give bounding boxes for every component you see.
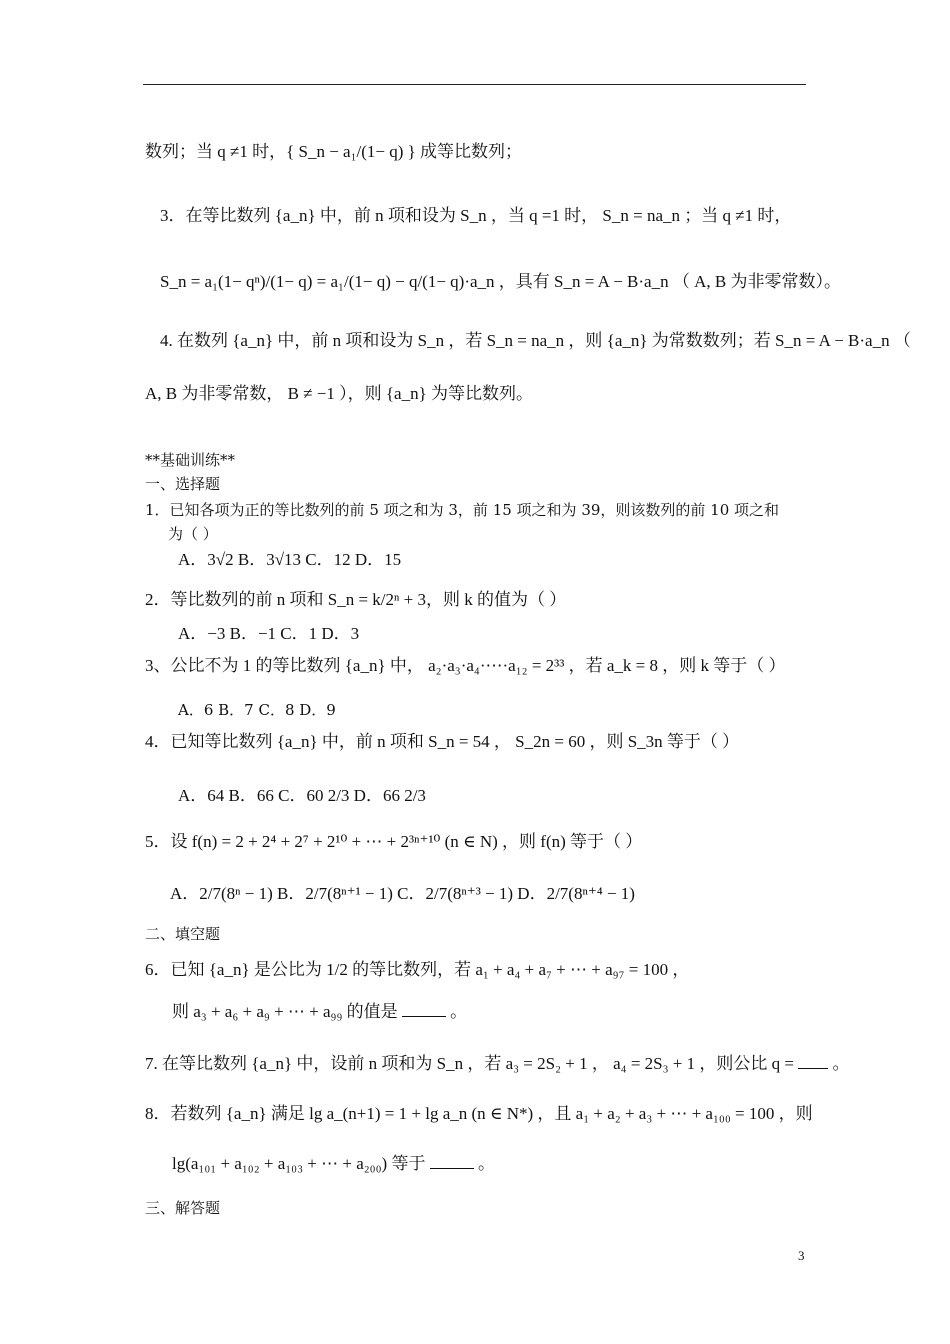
answer-blank-8[interactable] <box>430 1154 474 1169</box>
answer-blank-6[interactable] <box>402 1002 446 1017</box>
question-2-options: A．−3 B．−1 C．1 D．3 <box>178 624 360 643</box>
text-line-4: 4. 在数列 {a_n} 中，前 n 项和设为 S_n ，若 S_n = na_n ，则 {a_n} 为常数数列；若 S_n = A − B·a_n （ <box>160 331 911 350</box>
question-1: 1．已知各项为正的等比数列的前 5 项之和为 3，前 15 项之和为 39，则该数列的前 10 项之和 <box>145 501 780 519</box>
question-8-cont-text: lg(a₁₀₁ + a₁₀₂ + a₁₀₃ + ⋯ + a₂₀₀) 等于 <box>172 1154 426 1173</box>
question-7-text: 7. 在等比数列 {a_n} 中，设前 n 项和为 S_n ，若 a₃ = 2S₂ + 1 ， a₄ = 2S₃ + 1 ，则公比 q = <box>145 1054 794 1073</box>
question-6-cont-text: 则 a₃ + a₆ + a₉ + ⋯ + a₉₉ 的值是 <box>172 1002 398 1021</box>
question-4-options: A．64 B．66 C．60 2/3 D．66 2/3 <box>178 786 426 805</box>
question-8-cont <box>172 1154 495 1174</box>
question-1-options: A．3√2 B．3√13 C．12 D．15 <box>178 550 402 569</box>
question-8-period: 。 <box>477 1154 495 1173</box>
question-6-period: 。 <box>450 1002 468 1021</box>
question-1-cont: 为（ ） <box>168 525 218 543</box>
question-3: 3、公比不为 1 的等比数列 {a_n} 中， a₂·a₃·a₄·⋯·a₁₂ = 2³³ ，若 a_k = 8 ，则 k 等于（ ） <box>145 656 786 675</box>
section-heading-choice: 一、选择题 <box>145 475 221 493</box>
question-7 <box>145 1054 849 1074</box>
question-6-cont <box>172 1002 467 1022</box>
text-line-1: 数列；当 q ≠1 时，{ S_n − a₁/(1− q) } 成等比数列； <box>145 142 523 161</box>
question-3-options: A．6 B．7 C．8 D．9 <box>178 701 336 719</box>
text-line-2: 3．在等比数列 {a_n} 中，前 n 项和设为 S_n ，当 q =1 时， S_n = na_n ；当 q ≠1 时， <box>160 206 792 225</box>
answer-blank-7[interactable] <box>798 1054 828 1069</box>
text-line-5: A, B 为非零常数， B ≠ −1 ），则 {a_n} 为等比数列。 <box>145 384 533 403</box>
question-5: 5．设 f(n) = 2 + 2⁴ + 2⁷ + 2¹⁰ + ⋯ + 2³ⁿ⁺¹⁰ (n ∈ N) ，则 f(n) 等于（ ） <box>145 832 643 851</box>
question-6: 6．已知 {a_n} 是公比为 1/2 的等比数列，若 a₁ + a₄ + a₇ + ⋯ + a₉₇ = 100 ， <box>145 960 690 979</box>
section-heading-basic-training: **基础训练** <box>145 451 236 469</box>
header-rule <box>143 84 806 85</box>
question-5-options: A．2/7(8ⁿ − 1) B．2/7(8ⁿ⁺¹ − 1) C．2/7(8ⁿ⁺³ − 1) D．2/7(8ⁿ⁺⁴ − 1) <box>170 884 635 903</box>
section-heading-solve: 三、解答题 <box>145 1199 221 1217</box>
question-4: 4．已知等比数列 {a_n} 中，前 n 项和 S_n = 54 ， S_2n = 60 ，则 S_3n 等于（ ） <box>145 732 740 751</box>
question-2: 2．等比数列的前 n 项和 S_n = k/2ⁿ + 3，则 k 的值为（ ） <box>145 590 567 609</box>
question-7-period: 。 <box>832 1054 850 1073</box>
text-line-3: S_n = a₁(1− qⁿ)/(1− q) = a₁/(1− q) − q/(1− q)·a_n ，具有 S_n = A − B·a_n （ A, B 为非零常数）。 <box>160 272 841 291</box>
section-heading-fill: 二、填空题 <box>145 925 221 943</box>
page-number: 3 <box>798 1248 805 1263</box>
question-8: 8．若数列 {a_n} 满足 lg a_(n+1) = 1 + lg a_n (n ∈ N*) ，且 a₁ + a₂ + a₃ + ⋯ + a₁₀₀ = 100 ，则 <box>145 1104 813 1123</box>
